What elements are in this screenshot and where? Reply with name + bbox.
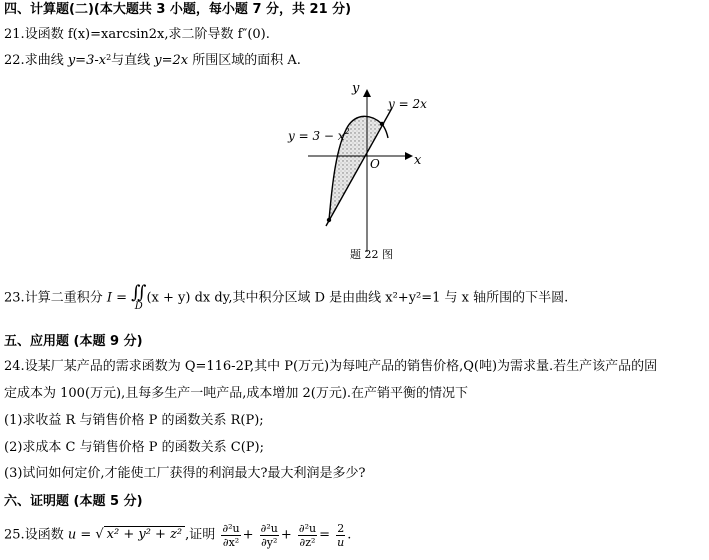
square-root: √ x² + y² + z² bbox=[95, 520, 185, 550]
question-text: 设函数 f(x)=xarcsin2x,求二阶导数 f″(0). bbox=[24, 27, 270, 42]
double-integral: ∬ D bbox=[131, 282, 147, 312]
question-25: 25.设函数 u = √ x² + y² + z² ,证明 $\frac{\text{∂²u}}{\text{∂x²}}$ + $\frac{\text{∂²u}}{\text{∂y²}}$ + $\frac{\text{∂²u}}{\text{∂z²}}$ = $\frac{2}{u}$ . bbox=[4, 521, 352, 549]
question-24-part-1: (1)求收益 R 与销售价格 P 的函数关系 R(P); bbox=[4, 413, 264, 428]
partial-term-y: $\frac{\text{∂²u}}{\text{∂y²}}$ bbox=[260, 521, 278, 549]
question-22: 22.求曲线 $y=3-x^2$与直线 y=2x 所围区域的面积 A. bbox=[4, 53, 301, 68]
rhs-fraction: $\frac{2}{u}$ bbox=[337, 521, 345, 549]
question-23: 23.计算二重积分 I = ∬ D (x + y) dx dy,其中积分区域 D 是由曲线 x²+y²=1 与 x 轴所围的下半圆. bbox=[4, 282, 569, 312]
question-24-part-2: (2)求成本 C 与销售价格 P 的函数关系 C(P); bbox=[4, 440, 264, 455]
section-5-title: 五、应用题 (本题 9 分) bbox=[4, 334, 143, 349]
line-label: y = 2x bbox=[388, 97, 427, 111]
section-4-title: 四、计算题(二)(本大题共 3 小题，每小题 7 分，共 21 分) bbox=[4, 2, 352, 17]
section-6-title: 六、证明题 (本题 5 分) bbox=[4, 494, 143, 509]
question-24-line-1: 24.设某厂某产品的需求函数为 Q=116-2P,其中 P(万元)为每吨产品的销售价格,Q(吨)为需求量.若生产该产品的固 bbox=[4, 359, 658, 374]
figure-caption: 题 22 图 bbox=[350, 248, 393, 261]
question-24-line-2: 定成本为 100(万元),且每多生产一吨产品,成本增加 2(万元).在产销平衡的情况下 bbox=[4, 386, 469, 401]
partial-term-z: $\frac{\text{∂²u}}{\text{∂z²}}$ bbox=[298, 521, 317, 549]
axis-label-x: x bbox=[414, 153, 422, 168]
figure-22 bbox=[270, 76, 450, 266]
axis-label-y: y bbox=[352, 81, 360, 96]
curve-label: $y = 3 - x^2$ bbox=[288, 127, 350, 143]
intersection-point bbox=[380, 122, 384, 126]
partial-term-x: $\frac{\text{∂²u}}{\text{∂x²}}$ bbox=[222, 521, 240, 549]
question-24-part-3: (3)试问如何定价,才能使工厂获得的利润最大?最大利润是多少? bbox=[4, 466, 366, 481]
question-number: 22. bbox=[4, 53, 25, 68]
origin-label: O bbox=[370, 157, 380, 171]
question-number: 21. bbox=[4, 27, 25, 42]
intersection-point bbox=[327, 218, 331, 222]
question-number: 23. bbox=[4, 290, 25, 306]
question-21 bbox=[4, 27, 270, 43]
question-number: 25. bbox=[4, 527, 25, 543]
question-number: 24. bbox=[4, 359, 25, 374]
